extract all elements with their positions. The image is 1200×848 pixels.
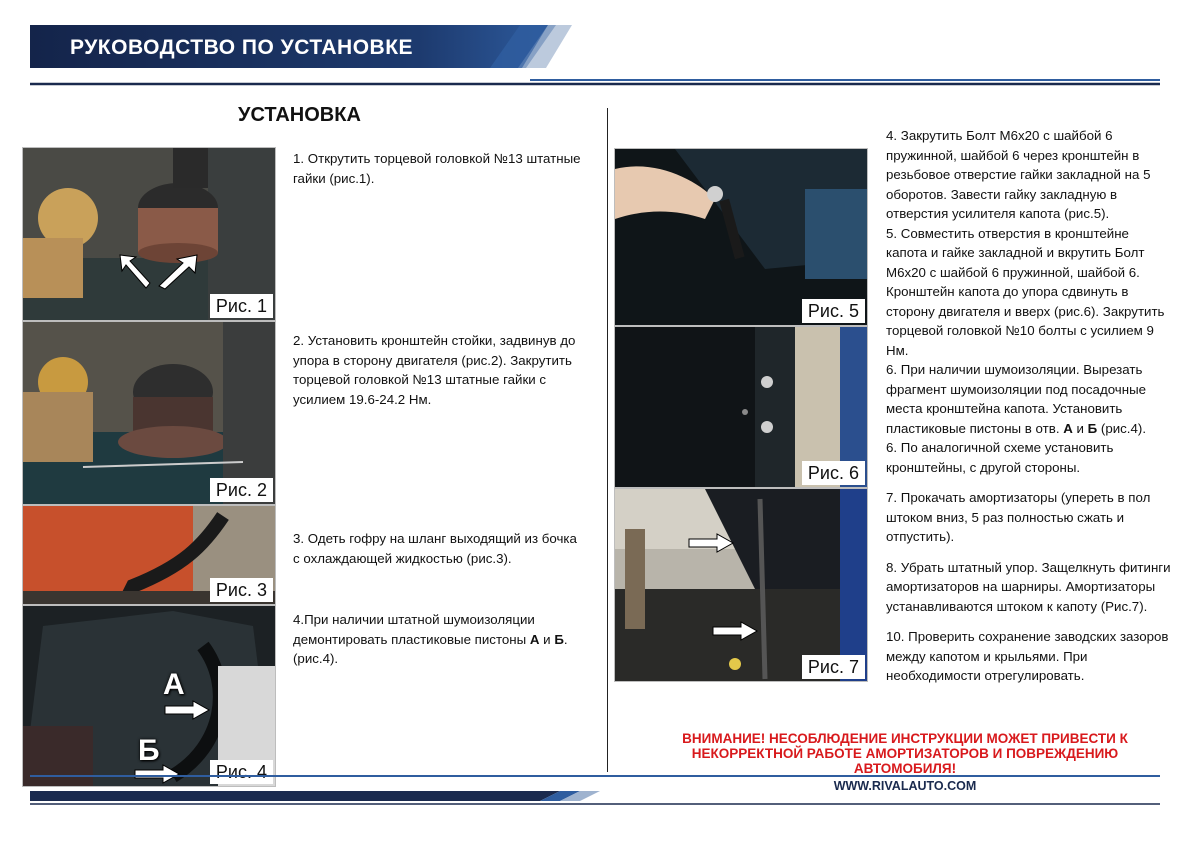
- figure-5-photo: [614, 148, 868, 326]
- column-divider: [607, 108, 608, 772]
- warning-text: ВНИМАНИЕ! НЕСОБЛЮДЕНИЕ ИНСТРУКЦИИ МОЖЕТ ПРИВЕСТИ К НЕКОРРЕКТНОЙ РАБОТЕ АМОРТИЗАТОРОВ И ПОВРЕЖДЕНИЮ АВТОМОБИЛЯ!: [682, 731, 1128, 776]
- figure-2-photo: [22, 321, 276, 505]
- figure-3-caption: Рис. 3: [210, 578, 273, 602]
- figure-7-caption: Рис. 7: [802, 655, 865, 679]
- figure-6-caption: Рис. 6: [802, 461, 865, 485]
- arrow-right-icon: [687, 533, 735, 553]
- step-2-text: 2. Установить кронштейн стойки, задвинув до упора в сторону двигателя (рис.2). Закрутить торцевой головкой №13 штатные гайки с усилием 19.6-24.2 Нм.: [293, 333, 576, 407]
- figure-1-caption: Рис. 1: [210, 294, 273, 318]
- figure-1-photo: [22, 147, 276, 321]
- step-8-text: 6. По аналогичной схеме установить кронштейны, с другой стороны.: [886, 440, 1114, 475]
- step-6-text: 5. Совместить отверстия в кронштейне капота и гайке закладной и вкрутить Болт М6х20 с шайбой 6 пружинной, шайбой 6. Кронштейн капота до упора сдвинуть в сторону двигателя и вверх (рис.6). Закрутить торцевой головкой №10 болты с усилием 9 Нм.: [886, 225, 1165, 358]
- figure-5-caption: Рис. 5: [802, 299, 865, 323]
- figure-7-photo: [614, 488, 868, 682]
- label-b: Б: [138, 734, 160, 767]
- arrow-right-icon: [711, 621, 759, 641]
- step-7-text: 6. При наличии шумоизоляции. Вырезать фрагмент шумоизоляции под посадочные места кронштейна капота. Установить пластиковые пистоны в отв. А и Б (рис.4).: [886, 362, 1147, 436]
- figure-4-caption: Рис. 4: [210, 760, 273, 784]
- step-5-text: 4. Закрутить Болт М6х20 с шайбой 6 пружинной, шайбой 6 через кронштейн в резьбовое отверстие гайки закладной на 5 оборотов. Завести гайку закладную в отверстия усилителя капота (рис.5).: [886, 128, 1151, 221]
- step-4-text: 4.При наличии штатной шумоизоляции демонтировать пластиковые пистоны А и Б. (рис.4).: [293, 612, 568, 666]
- section-title: УСТАНОВКА: [238, 104, 361, 126]
- step-1-text: 1. Открутить торцевой головкой №13 штатные гайки (рис.1).: [293, 151, 581, 186]
- figure-2-caption: Рис. 2: [210, 478, 273, 502]
- figure-4-photo: [22, 605, 276, 787]
- step-3-text: 3. Одеть гофру на шланг выходящий из бочка с охлаждающей жидкостью (рис.3).: [293, 531, 577, 566]
- figure-3-photo: [22, 505, 276, 605]
- figure-6-photo: [614, 326, 868, 488]
- footer-url[interactable]: WWW.RIVALAUTO.COM: [833, 779, 977, 793]
- arrow-icon: [153, 251, 203, 291]
- footer-lines: [0, 770, 1200, 848]
- step-11-text: 10. Проверить сохранение заводских зазоров между капотом и крыльями. При необходимости отрегулировать.: [886, 629, 1169, 683]
- arrow-right-icon: [163, 700, 211, 720]
- step-10-text: 8. Убрать штатный упор. Защелкнуть фитинги амортизаторов на шарниры. Амортизаторы устанавливаются штоком к капоту (Рис.7).: [886, 559, 1171, 614]
- label-a: А: [163, 668, 185, 701]
- right-column-text: [886, 126, 1172, 686]
- page-title: РУКОВОДСТВО ПО УСТАНОВКЕ: [70, 36, 414, 59]
- step-9-text: 7. Прокачать амортизаторы (упереть в пол штоком вниз, 5 раз полностью сжать и отпустить).: [886, 490, 1151, 544]
